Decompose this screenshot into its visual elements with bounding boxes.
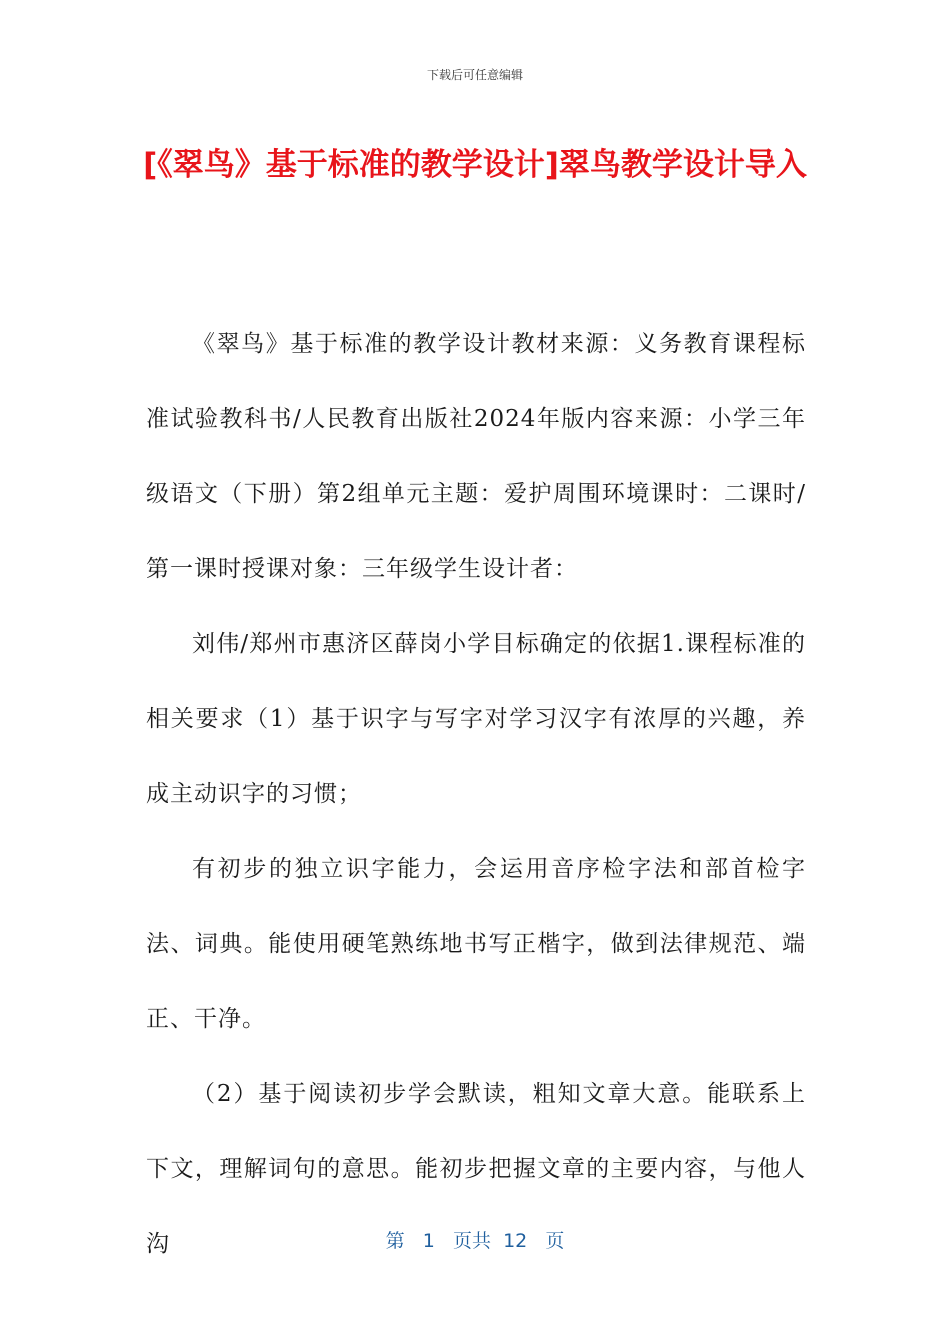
header-note: 下载后可任意编辑 xyxy=(426,68,523,82)
footer-total-pages: 12 xyxy=(503,1230,528,1252)
paragraph-4: （2）基于阅读初步学会默读，粗知文章大意。能联系上下文，理解词句的意思。能初步把握文章的主要内容，与他人沟 xyxy=(146,1081,806,1257)
footer-end-label: 页 xyxy=(545,1230,565,1252)
page-footer xyxy=(0,1226,950,1253)
document-title: [《翠鸟》基于标准的教学设计]翠鸟教学设计导入 xyxy=(143,147,807,183)
footer-page-number: 1 xyxy=(422,1230,435,1252)
paragraph-2: 刘伟/郑州市惠济区薛岗小学目标确定的依据1.课程标准的相关要求（1）基于识字与写字对学习汉字有浓厚的兴趣，养成主动识字的习惯； xyxy=(146,631,806,807)
paragraph-3: 有初步的独立识字能力，会运用音序检字法和部首检字法、词典。能使用硬笔熟练地书写正楷字，做到法律规范、端正、干净。 xyxy=(146,856,806,1032)
document-body xyxy=(146,307,806,1282)
paragraph-1: 《翠鸟》基于标准的教学设计教材来源：义务教育课程标准试验教科书/人民教育出版社2024年版内容来源：小学三年级语文（下册）第2组单元主题：爱护周围环境课时：二课时/第一课时授课对象：三年级学生设计者： xyxy=(146,331,806,582)
footer-page-label: 第 xyxy=(385,1230,405,1252)
footer-middle-label: 页共 xyxy=(452,1230,491,1252)
